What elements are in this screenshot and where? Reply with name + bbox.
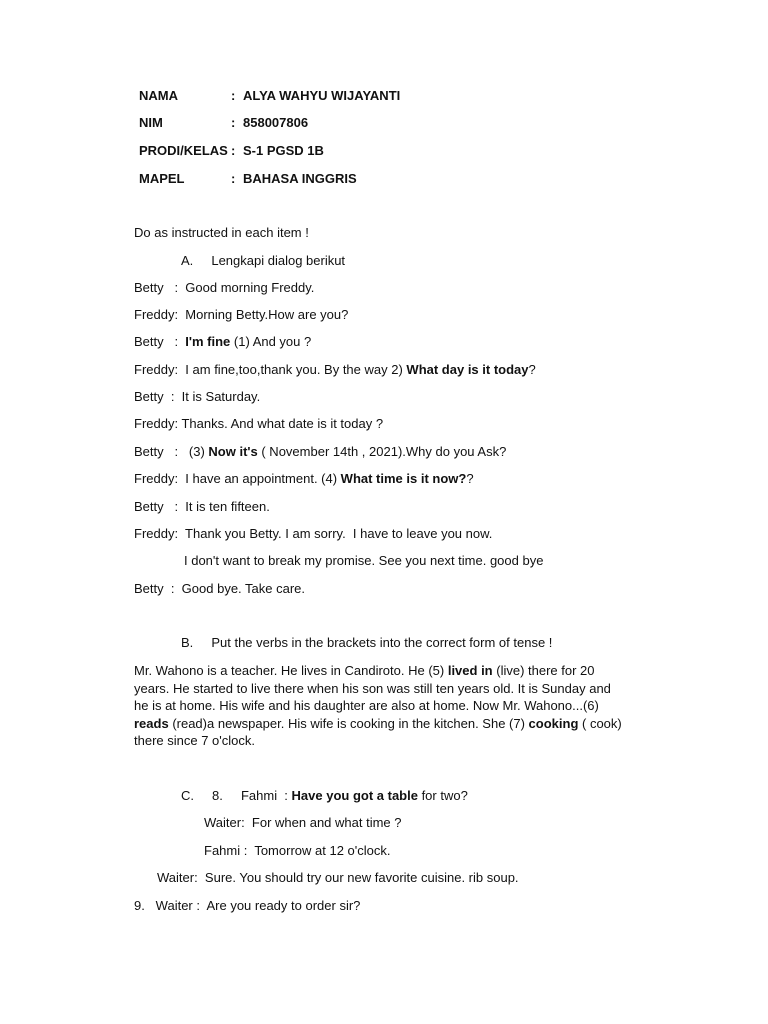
answer-7: cooking [528,715,579,731]
dialog-line: Freddy: Thank you Betty. I am sorry. I have to leave you now. [134,526,493,541]
header-value-nim: 858007806 [243,115,309,130]
instruction-text: Do as instructed in each item ! [134,225,309,240]
section-b-paragraph: Mr. Wahono is a teacher. He lives in Candiroto. He (5) lived in (live) there for 20 years. He started to live there when his son was still ten years old. It is Sunday and he is at home. His wife and his daughter are also at home. Now Mr. Wahono...(6) reads (read)a newspaper. His wife is cooking in the kitchen. She (7) cooking ( cook) there since 7 o'clock. [134,663,622,748]
section-c-line: Waiter: Sure. You should try our new favorite cuisine. rib soup. [157,870,519,885]
section-a-title: A. Lengkapi dialog berikut [181,253,346,268]
section-b-title: B. Put the verbs in the brackets into the correct form of tense ! [181,635,553,650]
answer-1: I'm fine [185,334,231,349]
dialog-line: Freddy: I am fine,too,thank you. By the way 2) What day is it today? [134,362,536,377]
dialog-line: I don't want to break my promise. See you next time. good bye [184,553,544,568]
dialog-line: Betty : It is Saturday. [134,389,261,404]
header-label-mapel: MAPEL [139,171,185,186]
dialog-line: Betty : It is ten fifteen. [134,499,270,514]
header-colon: : [231,88,236,103]
dialog-line: Freddy: Morning Betty.How are you? [134,307,349,322]
header-value-mapel: BAHASA INGGRIS [243,171,357,186]
dialog-line: Freddy: Thanks. And what date is it today ? [134,416,384,431]
answer-3: Now it's [208,444,258,459]
section-c-line: 9. Waiter : Are you ready to order sir? [134,898,361,913]
section-c-line: C. 8. Fahmi : Have you got a table for two? [181,788,468,803]
answer-6: reads [134,715,169,731]
dialog-line: Betty : Good bye. Take care. [134,581,306,596]
answer-4: What time is it now? [340,471,467,486]
section-c-line: Fahmi : Tomorrow at 12 o'clock. [204,843,391,858]
answer-5: lived in [447,663,493,678]
answer-8: Have you got a table [291,788,418,803]
header-value-nama: ALYA WAHYU WIJAYANTI [243,88,401,103]
header-colon: : [231,115,236,130]
header-colon: : [231,171,236,186]
header-label-nim: NIM [139,115,163,130]
dialog-line: Betty : I'm fine (1) And you ? [134,334,312,349]
header-colon: : [231,143,236,158]
answer-2: What day is it today [406,362,529,377]
dialog-line: Betty : Good morning Freddy. [134,280,315,295]
header-value-prodi: S-1 PGSD 1B [243,143,324,158]
header-label-nama: NAMA [139,88,178,103]
header-label-prodi: PRODI/KELAS [139,143,228,158]
section-c-line: Waiter: For when and what time ? [204,815,402,830]
dialog-line: Freddy: I have an appointment. (4) What time is it now?? [134,471,474,486]
dialog-line: Betty : (3) Now it's ( November 14th , 2021).Why do you Ask? [134,444,507,459]
